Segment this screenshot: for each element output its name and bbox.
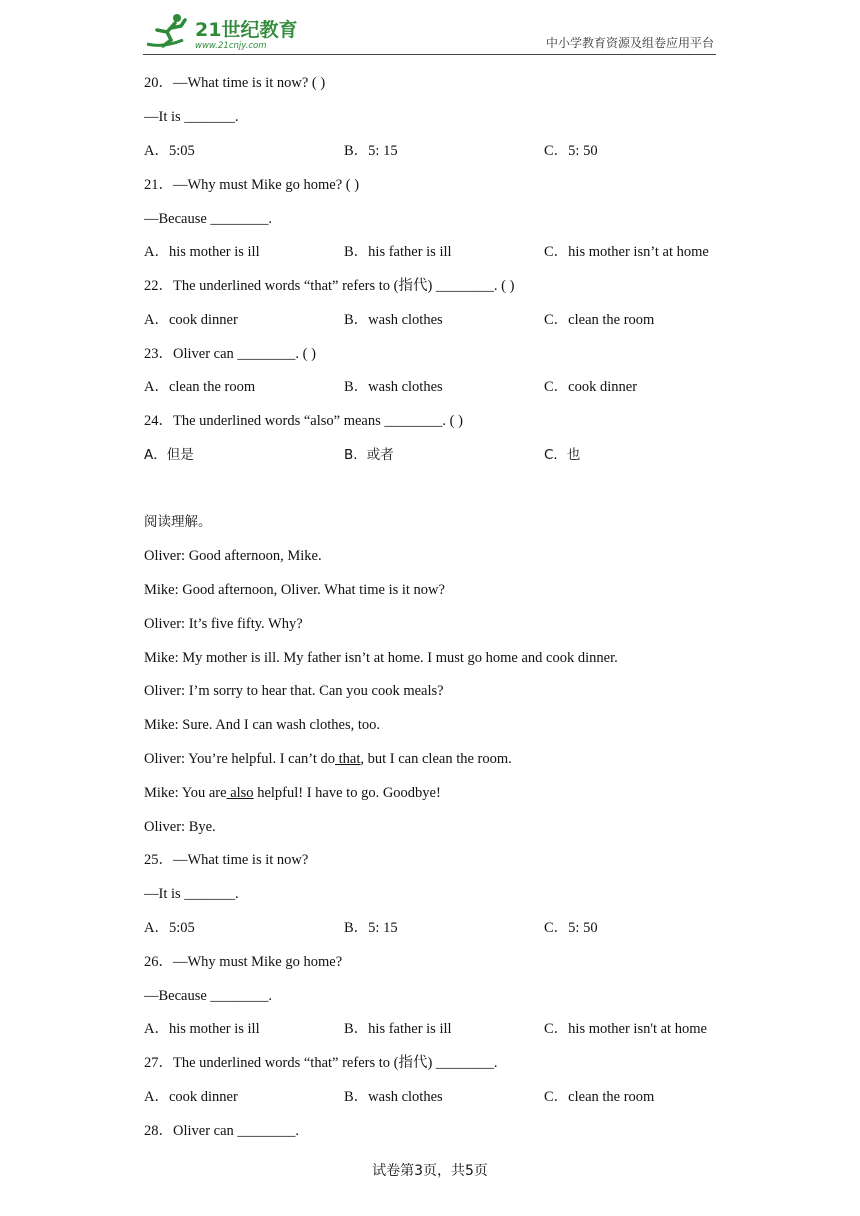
svg-text:www.21cnjy.com: www.21cnjy.com xyxy=(195,41,267,51)
runner-logo-icon xyxy=(143,10,313,52)
question-24-stem: 24．The underlined words “also” means ________. ( ) xyxy=(144,413,463,429)
question-22-stem: 22．The underlined words “that” refers to (指代) ________. ( ) xyxy=(144,278,515,294)
dialogue-line: Oliver: I’m sorry to hear that. Can you cook meals? xyxy=(144,683,444,699)
question-21-option-b: B．his father is ill xyxy=(344,244,452,260)
site-logo xyxy=(143,10,313,52)
question-24-option-c: C．也 xyxy=(544,447,581,463)
dialogue-line-underlined-that: Oliver: You’re helpful. I can’t do that, but I can clean the room. xyxy=(144,751,512,767)
dialogue-line: Mike: Sure. And I can wash clothes, too. xyxy=(144,717,380,733)
dialogue-line: Mike: Good afternoon, Oliver. What time is it now? xyxy=(144,582,445,598)
question-23-option-a: A．clean the room xyxy=(144,379,256,395)
question-20-option-c: C．5: 50 xyxy=(544,143,598,159)
question-25-option-c: C．5: 50 xyxy=(544,920,598,936)
page-footer: 试卷第3页，共5页 xyxy=(372,1163,488,1179)
question-21-stem: 21．—Why must Mike go home? ( ) xyxy=(144,177,360,193)
question-25-option-b: B．5: 15 xyxy=(344,920,398,936)
underlined-word-that: that xyxy=(335,751,361,767)
question-23-stem: 23．Oliver can ________. ( ) xyxy=(144,346,316,362)
question-24-option-a: A．但是 xyxy=(144,447,194,463)
dialogue-line: Mike: My mother is ill. My father isn’t at home. I must go home and cook dinner. xyxy=(144,650,618,666)
question-21-blank: —Because ________. xyxy=(144,211,273,227)
question-22-option-c: C．clean the room xyxy=(544,312,655,328)
question-20-stem: 20．—What time is it now? ( ) xyxy=(144,75,326,91)
dialogue-line: Oliver: Good afternoon, Mike. xyxy=(144,548,322,564)
question-22-option-a: A．cook dinner xyxy=(144,312,238,328)
question-25-option-a: A．5:05 xyxy=(144,920,195,936)
question-23-option-b: B．wash clothes xyxy=(344,379,443,395)
dialogue-line-underlined-also: Mike: You are also helpful! I have to go. Goodbye! xyxy=(144,785,441,801)
underlined-word-also: also xyxy=(226,785,254,801)
question-25-stem: 25．—What time is it now? xyxy=(144,852,309,868)
question-26-blank: —Because ________. xyxy=(144,988,273,1004)
question-22-option-b: B．wash clothes xyxy=(344,312,443,328)
question-27-option-b: B．wash clothes xyxy=(344,1089,443,1105)
question-27-option-a: A．cook dinner xyxy=(144,1089,238,1105)
question-20-option-a: A．5:05 xyxy=(144,143,195,159)
question-25-blank: —It is _______. xyxy=(144,886,239,902)
question-26-stem: 26．—Why must Mike go home? xyxy=(144,954,343,970)
question-23-option-c: C．cook dinner xyxy=(544,379,638,395)
dialogue-line: Oliver: Bye. xyxy=(144,819,216,835)
question-27-stem: 27．The underlined words “that” refers to (指代) ________. xyxy=(144,1055,498,1071)
reading-section-title: 阅读理解。 xyxy=(144,514,212,530)
question-20-option-b: B．5: 15 xyxy=(344,143,398,159)
header-platform-name: 中小学教育资源及组卷应用平台 xyxy=(545,36,714,50)
question-26-option-b: B．his father is ill xyxy=(344,1021,452,1037)
question-24-option-b: B．或者 xyxy=(344,447,394,463)
svg-text:21世纪教育: 21世纪教育 xyxy=(195,19,298,41)
question-20-blank: —It is _______. xyxy=(144,109,239,125)
question-21-option-a: A．his mother is ill xyxy=(144,244,260,260)
question-28-stem: 28．Oliver can ________. xyxy=(144,1123,300,1139)
question-26-option-c: C．his mother isn't at home xyxy=(544,1021,707,1037)
page-header xyxy=(143,6,716,55)
dialogue-line: Oliver: It’s five fifty. Why? xyxy=(144,616,303,632)
question-21-option-c: C．his mother isn’t at home xyxy=(544,244,709,260)
question-27-option-c: C．clean the room xyxy=(544,1089,655,1105)
question-26-option-a: A．his mother is ill xyxy=(144,1021,260,1037)
